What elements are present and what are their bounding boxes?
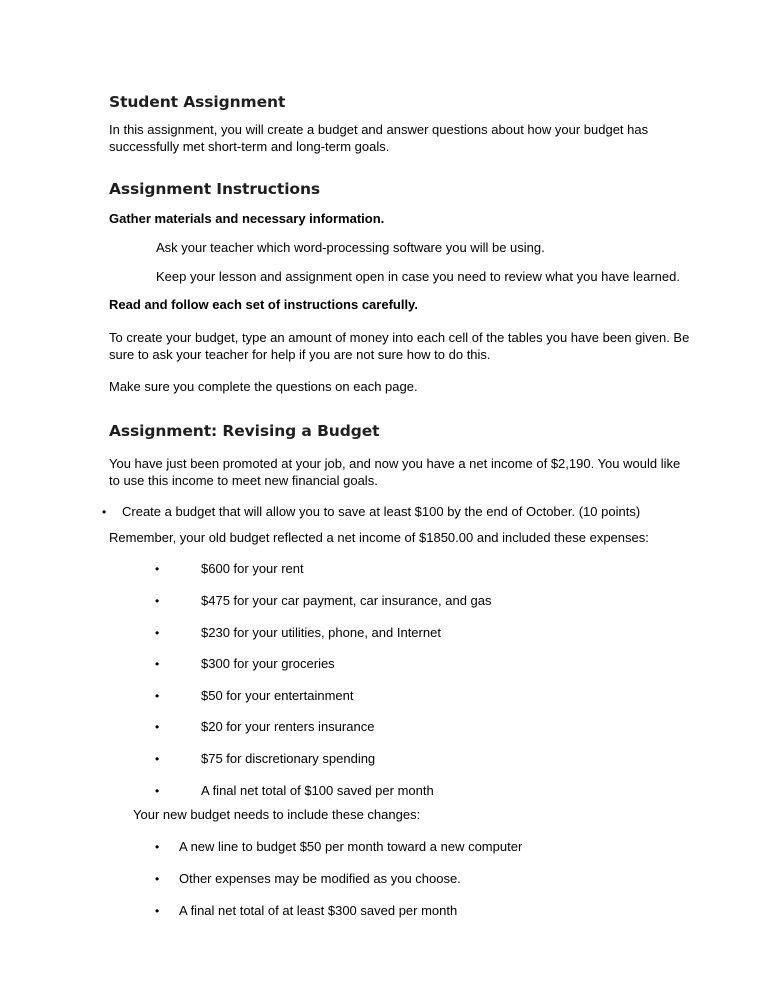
create-line-1: To create your budget, type an amount of money into each cell of the tables you have been given. Be bbox=[109, 330, 690, 345]
gather-item: Ask your teacher which word-processing software you will be using. bbox=[156, 240, 545, 255]
bullet-icon: • bbox=[155, 784, 160, 798]
bullet-icon: • bbox=[155, 626, 160, 640]
bullet-icon: • bbox=[102, 505, 107, 519]
new-change-item: Other expenses may be modified as you choose. bbox=[179, 871, 461, 886]
heading-assignment-instructions: Assignment Instructions bbox=[109, 180, 321, 198]
old-expense-item: A final net total of $100 saved per month bbox=[201, 783, 434, 798]
heading-student-assignment: Student Assignment bbox=[109, 93, 286, 111]
task-line: Create a budget that will allow you to save at least $100 by the end of October. (10 points) bbox=[122, 504, 641, 519]
heading-revising-budget: Assignment: Revising a Budget bbox=[109, 422, 380, 440]
old-expense-item: $300 for your groceries bbox=[201, 656, 335, 671]
gather-item: Keep your lesson and assignment open in case you need to review what you have learned. bbox=[156, 269, 680, 284]
bullet-icon: • bbox=[155, 689, 160, 703]
old-expense-item: $600 for your rent bbox=[201, 561, 304, 576]
bullet-icon: • bbox=[155, 904, 160, 918]
read-title: Read and follow each set of instructions carefully. bbox=[109, 297, 418, 312]
old-expense-item: $20 for your renters insurance bbox=[201, 719, 375, 734]
promo-line-2: to use this income to meet new financial goals. bbox=[109, 473, 378, 488]
bullet-icon: • bbox=[155, 594, 160, 608]
bullet-icon: • bbox=[155, 840, 160, 854]
bullet-icon: • bbox=[155, 562, 160, 576]
bullet-icon: • bbox=[155, 657, 160, 671]
new-change-item: A new line to budget $50 per month toward a new computer bbox=[179, 839, 523, 854]
bullet-icon: • bbox=[155, 720, 160, 734]
new-budget-intro: Your new budget needs to include these changes: bbox=[133, 807, 421, 822]
old-budget-intro: Remember, your old budget reflected a net income of $1850.00 and included these expenses: bbox=[109, 530, 649, 545]
old-expense-item: $230 for your utilities, phone, and Internet bbox=[201, 625, 441, 640]
old-expense-item: $50 for your entertainment bbox=[201, 688, 354, 703]
intro-line-1: In this assignment, you will create a budget and answer questions about how your budget has bbox=[109, 122, 649, 137]
promo-line-1: You have just been promoted at your job, and now you have a net income of $2,190. You would like bbox=[109, 456, 681, 471]
intro-line-2: successfully met short-term and long-term goals. bbox=[109, 139, 390, 154]
old-expense-item: $475 for your car payment, car insurance, and gas bbox=[201, 593, 492, 608]
bullet-icon: • bbox=[155, 872, 160, 886]
create-line-2: sure to ask your teacher for help if you are not sure how to do this. bbox=[109, 347, 491, 362]
bullet-icon: • bbox=[155, 752, 160, 766]
complete-note: Make sure you complete the questions on each page. bbox=[109, 379, 418, 394]
new-change-item: A final net total of at least $300 saved per month bbox=[179, 903, 458, 918]
gather-title: Gather materials and necessary information. bbox=[109, 211, 385, 226]
old-expense-item: $75 for discretionary spending bbox=[201, 751, 376, 766]
